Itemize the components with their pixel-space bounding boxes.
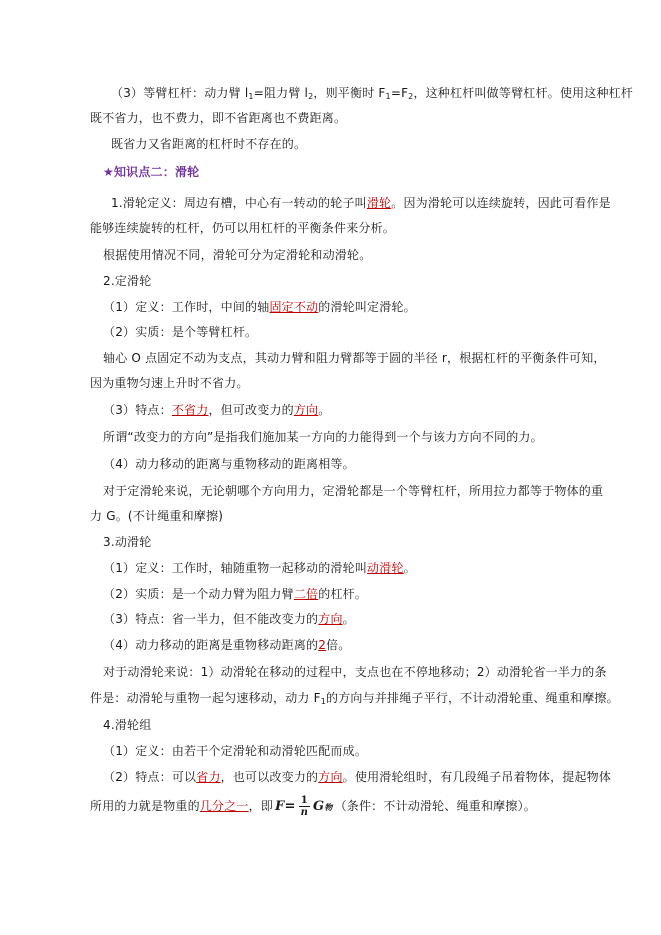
p-pulley-types: 根据使用情况不同，滑轮可分为定滑轮和动滑轮。 (103, 248, 372, 262)
key-term: 几分之一 (199, 799, 249, 813)
key-term: 滑轮 (366, 196, 392, 210)
p-movable-essence: （2）实质：是一个动力臂为阻力臂二倍的杠杆。 (103, 587, 368, 601)
key-term: 方向 (318, 612, 343, 626)
p-movable-feature: （3）特点：省一半力，但不能改变力的方向。 (103, 612, 355, 626)
p-fixed-distance: （4）动力移动的距离与重物移动的距离相等。 (103, 457, 355, 471)
subheading-movable-pulley: 3.动滑轮 (103, 535, 152, 549)
p-block-feature: （2）特点：可以省力，也可以改变力的方向。使用滑轮组时，有几段绳子吊着物体，提起物体 (103, 770, 612, 784)
p-movable-summary: 对于动滑轮来说：1）动滑轮在移动的过程中，支点也在不停地移动；2）动滑轮省一半力的条 (103, 665, 607, 679)
key-term: 方向 (293, 403, 319, 417)
key-term: 方向 (318, 770, 343, 784)
p-fixed-explanation: 轴心 O 点固定不动为支点，其动力臂和阻力臂都等于圆的半径 r，根据杠杆的平衡条件可知， (103, 351, 606, 365)
p-change-direction: 所谓“改变力的方向”是指我们施加某一方向的力能得到一个与该力方向不同的力。 (103, 430, 543, 444)
p-fixed-summary: 对于定滑轮来说，无论朝哪个方向用力，定滑轮都是一个等臂杠杆，所用拉力都等于物体的重 (103, 484, 604, 498)
p-fixed-summary-cont: 力 G。(不计绳重和摩擦) (90, 509, 224, 523)
p-pulley-definition: 1.滑轮定义：周边有槽，中心有一转动的轮子叫滑轮。因为滑轮可以连续旋转，因此可看作是 (111, 196, 611, 210)
p-movable-distance: （4）动力移动的距离是重物移动距离的2倍。 (103, 638, 351, 652)
p-block-definition: （1）定义：由若干个定滑轮和动滑轮匹配而成。 (103, 744, 368, 758)
subheading-fixed-pulley: 2.定滑轮 (103, 274, 152, 288)
p-fixed-feature: （3）特点：不省力，但可改变力的方向。 (103, 403, 331, 417)
p-no-perfect-lever: 既省力又省距离的杠杆时不存在的。 (111, 137, 307, 151)
p-equal-arm-lever: （3）等臂杠杆：动力臂 $l_1=$阻力臂 $l_2$，则平衡时 $F_1=F_2$，这种杠杆叫做等臂杠杆。使用这种杠杆 (111, 86, 634, 101)
key-term: 省力 (196, 770, 221, 784)
subheading-pulley-block: 4.滑轮组 (103, 718, 152, 732)
key-term: 不省力 (171, 403, 209, 417)
p-fixed-definition: （1）定义：工作时，中间的轴固定不动的滑轮叫定滑轮。 (103, 300, 416, 314)
key-term: 固定不动 (269, 300, 319, 314)
p-movable-summary-cont: 件是：动滑轮与重物一起匀速移动，动力 $F_1$的方向与并排绳子平行，不计动滑轮重、绳重和摩擦。 (90, 691, 619, 706)
key-term: 二倍 (293, 587, 319, 601)
force-formula: F = $\frac{1}{n}$ G 物 (275, 795, 333, 818)
p-fixed-essence: （2）实质：是个等臂杠杆。 (103, 325, 258, 339)
p-block-feature-cont: 所用的力就是物重的几分之一，即 F = $\frac{1}{n}$ G 物 （条件：不计动滑轮、绳重和摩擦）。 (90, 795, 536, 818)
fraction: $\frac{1}{n}$ (300, 795, 309, 818)
key-term: 动滑轮 (367, 561, 404, 575)
p-equal-arm-lever-cont: 既不省力，也不费力，即不省距离也不费距离。 (90, 111, 347, 125)
section-heading: ★知识点二：滑轮 (103, 165, 200, 179)
key-term: 2 (318, 638, 327, 652)
p-movable-definition: （1）定义：工作时，轴随重物一起移动的滑轮叫动滑轮。 (103, 561, 416, 575)
p-fixed-explanation-cont: 因为重物匀速上升时不省力。 (90, 376, 249, 390)
p-pulley-definition-cont: 能够连续旋转的杠杆，仍可以用杠杆的平衡条件来分析。 (90, 221, 396, 235)
